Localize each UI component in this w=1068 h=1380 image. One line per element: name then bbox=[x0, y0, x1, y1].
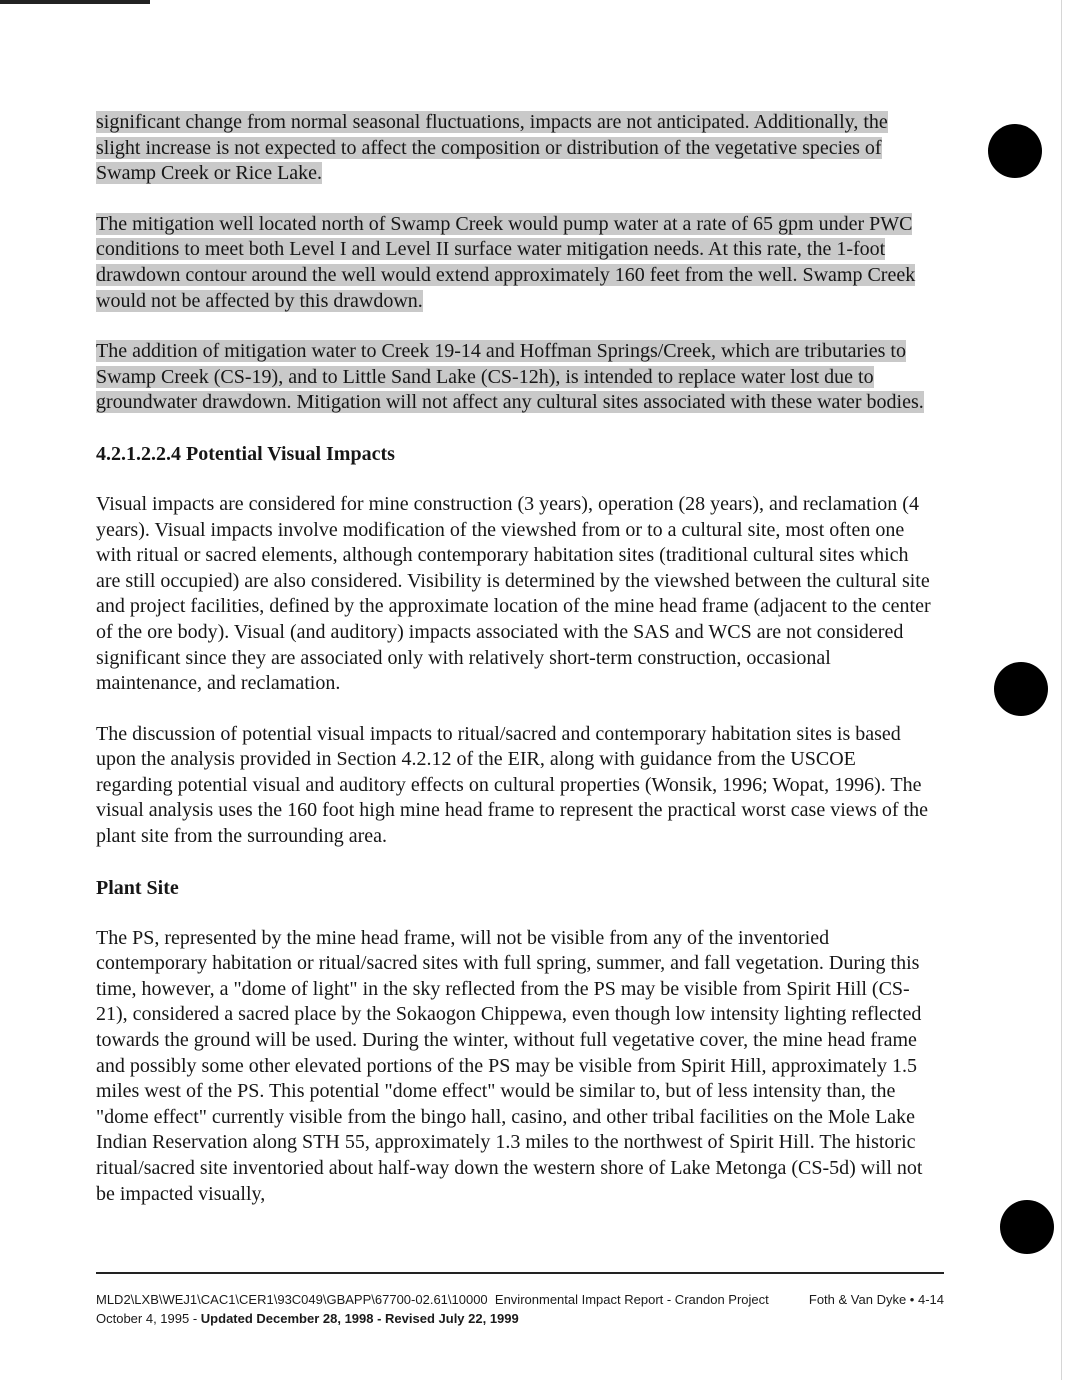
highlighted-text: The mitigation well located north of Swamp Creek would pump water at a rate of 65 gpm under PWC conditions to meet both Level I and Level II surface water mitigation needs. At this rate, the 1-foot drawdown contour around the well would extend approximately 160 feet from the well. Swamp Creek would not be affected by this drawdown. bbox=[96, 212, 916, 312]
footer-page-ref: Foth & Van Dyke • 4-14 bbox=[808, 1292, 944, 1307]
hole-punch-bottom bbox=[1000, 1200, 1054, 1254]
document-body bbox=[96, 110, 936, 1207]
paragraph-mitigation-water bbox=[96, 339, 936, 416]
paragraph-mitigation-well bbox=[96, 212, 936, 314]
page-footer bbox=[96, 1290, 956, 1328]
section-heading: 4.2.1.2.2.4 Potential Visual Impacts bbox=[96, 442, 395, 465]
paragraph-plant-site: The PS, represented by the mine head frame, will not be visible from any of the inventoried contemporary habitation or ritual/sacred sites with full spring, summer, and fall vegetation. During this time, however, a "dome of light" in the sky reflected from the PS may be visible from Spirit Hill (CS-21), considered a sacred place by the Sokaogon Chippewa, even though low intensity lighting reflected towards the ground will be used. During the winter, without full vegetative cover, the mine head frame and possibly some other elevated portions of the PS may be visible from Spirit Hill, approximately 1.5 miles west of the PS. This potential "dome effect" would be similar to, but of less intensity than, the "dome effect" currently visible from the bingo hall, casino, and other tribal facilities on the Mole Lake Indian Reservation along STH 55, approximately 1.3 miles to the northwest of Spirit Hill. The historic ritual/sacred site inventoried about half-way down the western shore of Lake Metonga (CS-5d) will not be impacted visually, bbox=[96, 926, 923, 1205]
paragraph-visual-impacts: Visual impacts are considered for mine construction (3 years), operation (28 years), and reclamation (4 years). Visual impacts involve modification of the viewshed from or to a cultural site, most often one with ritual or sacred elements, although contemporary habitation sites (traditional cultural sites which are still occupied) are also considered. Visibility is determined by the viewshed between the cultural site and project facilities, defined by the approximate location of the mine head frame (adjacent to the center of the ore body). Visual (and auditory) impacts associated with the SAS and WCS are not considered significant since they are associated only with relatively short-term construction, occasional maintenance, and reclamation. bbox=[96, 492, 931, 695]
paragraph-discussion: The discussion of potential visual impacts to ritual/sacred and contemporary habitation sites is based upon the analysis provided in Section 4.2.12 of the EIR, along with guidance from the USCOE regarding potential visual and auditory effects on cultural properties (Wonsik, 1996; Wopat, 1996). The visual analysis uses the 160 foot high mine head frame to represent the practical worst case views of the plant site from the surrounding area. bbox=[96, 722, 928, 848]
footer-path: MLD2\LXB\WEJ1\CAC1\CER1\93C049\GBAPP\67700-02.61\10000 bbox=[96, 1292, 488, 1307]
page-edge bbox=[1061, 0, 1062, 1380]
footer-left bbox=[96, 1290, 769, 1309]
footer-row-2 bbox=[96, 1309, 956, 1328]
scan-edge-mark bbox=[0, 0, 150, 4]
subsection-heading: Plant Site bbox=[96, 876, 179, 899]
footer-date-updates: Updated December 28, 1998 - Revised July 22, 1999 bbox=[200, 1311, 519, 1326]
footer-project: Environmental Impact Report - Crandon Project bbox=[494, 1292, 769, 1307]
footer-row-1 bbox=[96, 1290, 956, 1309]
footer-date-original: October 4, 1995 - bbox=[96, 1311, 198, 1326]
highlighted-text: significant change from normal seasonal fluctuations, impacts are not anticipated. Additionally, the slight increase is not expected to affect the composition or distribution of the vegetative species of Swamp Creek or Rice Lake. bbox=[96, 111, 888, 185]
paragraph-seasonal-fluctuations bbox=[96, 110, 936, 187]
highlighted-text: The addition of mitigation water to Creek 19-14 and Hoffman Springs/Creek, which are tributaries to Swamp Creek (CS-19), and to Little Sand Lake (CS-12h), is intended to replace water lost due to groundwater drawdown. Mitigation will not affect any cultural sites associated with these water bodies. bbox=[96, 340, 924, 414]
footer-rule bbox=[96, 1272, 944, 1274]
hole-punch-middle bbox=[994, 662, 1048, 716]
hole-punch-top bbox=[988, 124, 1042, 178]
